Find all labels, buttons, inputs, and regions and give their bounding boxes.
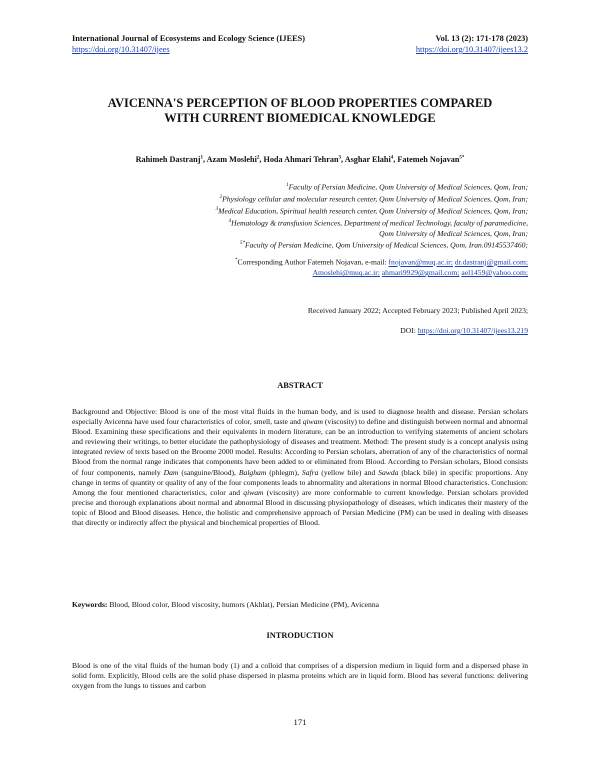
doi-line: DOI: https://doi.org/10.31407/ijees13.219 (400, 326, 528, 335)
affiliation-line: $^{5*}$Faculty of Persian Medicine, Qom University of Medical Sciences, Qom, Iran.09145537460; (239, 240, 528, 250)
abstract-segment: Background and Objective: Blood is one of the most vital fluids in the human body, and is used to diagnose health and disease. Persian scholars especially Avicenna have used four characteristics of color, smell, taste and (72, 407, 528, 427)
keywords: Keywords: Blood, Blood color, Blood viscosity, humors (Akhlat), Persian Medicine (PM), Avicenna (72, 600, 379, 609)
abstract-segment: (phlegm), (266, 467, 302, 477)
author: Asghar Elahi (344, 155, 391, 164)
abstract-segment: (viscosity) to define and distinguish between normal and abnormal Blood. Examining these specifications and their equivalents in modern literature, can be an introduction to verifying statements of ancient scholars and reviewing their writings, to better elucidate the pathophysiology of diseases and treatment. Method: The present study is a concept analysis using integrated review of texts based on the Broome 2000 model. Results: According to Persian scholars, aberration of any of the characteristics of normal Blood from the normal range indicates that components have been added to or eliminated from Blood. According to Persian scholars, Blood consists of four components, namely (72, 417, 528, 477)
introduction-text: Blood is one of the vital fluids of the human body (1) and a colloid that comprises of a dispersion medium in liquid form and a dispersed phase in solid form. Explicitly, Blood cells are the solid phase dispersed in plasma proteins which are in liquid form. Blood has several functions: delivering oxygen from the lungs to tissues and carbon (72, 661, 528, 691)
abstract-term: qiwam (302, 417, 323, 427)
author: Rahimeh Dastranj (135, 155, 201, 164)
author: Hoda Ahmari Tehran (263, 155, 339, 164)
journal-name: International Journal of Ecosystems and Ecology Science (IJEES) (72, 34, 306, 43)
abstract-term: qiwam (243, 487, 264, 497)
publication-dates: Received January 2022; Accepted February 2023; Published April 2023; (307, 306, 528, 315)
affiliation-line: $^2$Physiology cellular and molecular research center, Qom University of Medical Sciences, Qom, Iran; (219, 194, 528, 204)
page-number: 171 (293, 717, 307, 727)
email-link[interactable]: dr.dastranj@gmail.com; (454, 257, 528, 267)
abstract-term: Dam (163, 467, 179, 477)
title-line-1: AVICENNA'S PERCEPTION OF BLOOD PROPERTIES COMPARED (107, 96, 493, 110)
email-link[interactable]: ahmari9929@gmail.com; (381, 268, 460, 278)
doi-link[interactable]: https://doi.org/10.31407/ijees13.219 (417, 326, 528, 335)
abstract-segment: (yellow bile) and (318, 467, 379, 477)
abstract-heading: ABSTRACT (277, 381, 323, 390)
abstract-term: Balgham (238, 467, 267, 477)
affiliation-line: $^4$Hematology & transfusion Sciences, Department of medical Technology, faculty of paramedicine, (228, 218, 528, 228)
journal-url-link[interactable]: https://doi.org/10.31407/ijees (72, 45, 170, 54)
email-link[interactable]: ael1459@yahoo.com; (461, 268, 528, 278)
introduction-heading: INTRODUCTION (266, 631, 334, 640)
author: Fatemeh Nojavan (397, 155, 460, 164)
article-url-link[interactable]: https://doi.org/10.31407/ijees13.2 (415, 45, 528, 54)
title-line-2: WITH CURRENT BIOMEDICAL KNOWLEDGE (164, 111, 436, 125)
abstract-segment: (black bile) in specific proportions. Any change in terms of quantity or quality of any of the four components leads to abnormality and alterations in normal Blood characteristics. Conclusion: Among the four mentioned characteristics, color and (72, 467, 528, 497)
email-link[interactable]: Amoslehi@muq.ac.ir; (312, 268, 380, 278)
abstract-segment: (sanguine/Blood), (178, 467, 239, 477)
affiliation-line: Qom University of Medical Sciences, Qom, Iran; (379, 228, 528, 238)
abstract-term: Safra (301, 467, 319, 477)
abstract-text (72, 407, 528, 528)
volume-info: Vol. 13 (2): 171-178 (2023) (435, 34, 528, 43)
corresponding-author: *Corresponding Author Fatemeh Nojavan, e-mail: fnojavan@muq.ac.ir; dr.dastranj@gmail.com; Amoslehi@muq.ac.ir; ahmari9929@gmail.com; ael1459@yahoo.com; (235, 257, 528, 278)
author: Azam Moslehi (206, 155, 257, 164)
abstract-segment: (viscosity) are more conformable to current knowledge. Persian scholars provided precise and thorough explanations about normal and abnormal Blood in discussing physiopathology of diseases, which indicates their mastery of the topic of Blood and Blood diseases. Hence, the holistic and comprehensive approach of Persian Medicine (PM) can be used in dealing with diseases that directly or indirectly affect the physical and biochemical properties of Blood. (72, 487, 528, 528)
author-list: Rahimeh Dastranj$^1$, Azam Moslehi$^2$, Hoda Ahmari Tehran$^3$, Asghar Elahi$^4$, Fatemeh Nojavan$^{5*}$ (135, 155, 465, 164)
affiliation-line: $^3$Medical Education, Spiritual health research center, Qom University of Medical Sciences, Qom, Iran; (215, 206, 528, 216)
abstract-term: Sawda (378, 467, 399, 477)
email-link[interactable]: fnojavan@muq.ac.ir; (388, 257, 453, 267)
affiliations (88, 181, 528, 251)
affiliation-line: $^1$Faculty of Persian Medicine, Qom University of Medical Sciences, Qom, Iran; (286, 182, 528, 192)
paper-title (40, 96, 560, 126)
